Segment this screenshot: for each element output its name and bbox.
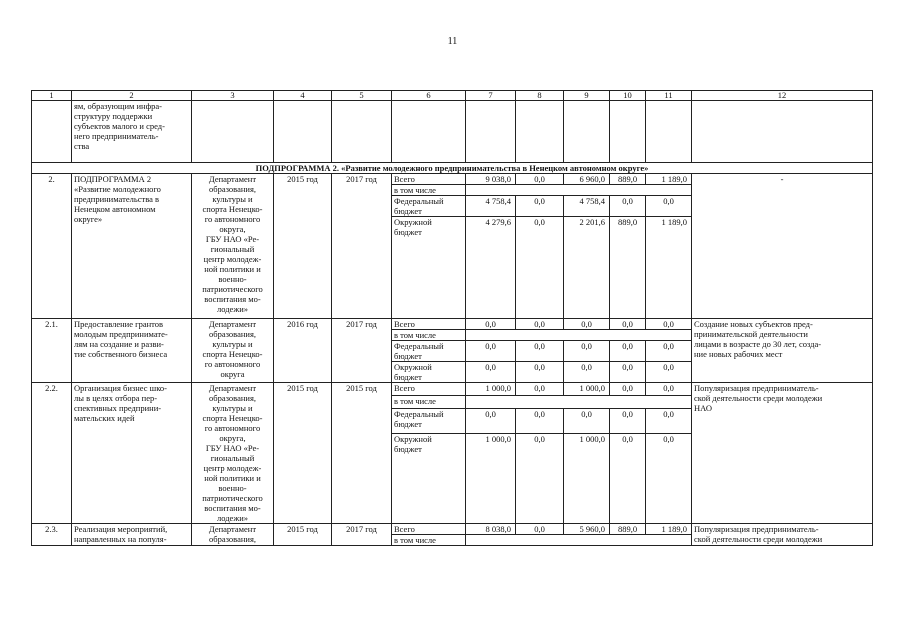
source-label: в том числе: [392, 396, 466, 409]
value-cell: 0,0: [516, 524, 564, 535]
measure-name: ПОДПРОГРАММА 2 «Развитие молодежного предпринимательства в Ненецком автономном округе»: [72, 174, 192, 319]
col-header: 7: [466, 91, 516, 101]
value-cell: 0,0: [564, 362, 610, 383]
source-label: в том числе: [392, 535, 466, 546]
value-cell: 9 038,0: [466, 174, 516, 185]
start-year: 2015 год: [274, 383, 332, 524]
value-cell: 2 201,6: [564, 217, 610, 319]
measure-name: Организация бизнес шко- лы в целях отбора пер- спективных предприни- мательских идей: [72, 383, 192, 524]
executor: Департамент образования, культуры и спорта Ненецко- го автономного округа, ГБУ НАО «Ре- гиональный центр молодеж- ной политики и военно- патриотического воспитания мо- лодежи»: [192, 174, 274, 319]
value-cell: 0,0: [516, 383, 564, 396]
value-cell: 0,0: [516, 409, 564, 434]
start-year: 2015 год: [274, 174, 332, 319]
program-table: [31, 90, 873, 546]
end-year: 2017 год: [332, 524, 392, 546]
subprogram-title: ПОДПРОГРАММА 2. «Развитие молодежного предпринимательства в Ненецком автономном округе»: [32, 163, 873, 174]
value-cell: 8 038,0: [466, 524, 516, 535]
col-header: 8: [516, 91, 564, 101]
value-cell: 0,0: [516, 196, 564, 217]
value-cell: 0,0: [564, 319, 610, 330]
value-cell: 1 000,0: [564, 434, 610, 524]
end-year: 2017 год: [332, 174, 392, 319]
row-number: 2.1.: [32, 319, 72, 383]
col-header: 2: [72, 91, 192, 101]
source-label: Всего: [392, 383, 466, 396]
value-cell: 6 960,0: [564, 174, 610, 185]
table-row: [32, 524, 873, 535]
value-cell: 0,0: [516, 362, 564, 383]
value-cell: 0,0: [466, 409, 516, 434]
col-header: 9: [564, 91, 610, 101]
col-header: 11: [646, 91, 692, 101]
executor: Департамент образования,: [192, 524, 274, 546]
value-cell: 1 189,0: [646, 217, 692, 319]
table-row: [32, 383, 873, 396]
value-cell: 4 758,4: [564, 196, 610, 217]
source-label: Окружной бюджет: [392, 217, 466, 319]
executor: Департамент образования, культуры и спорта Ненецко- го автономного округа: [192, 319, 274, 383]
value-cell: 0,0: [516, 341, 564, 362]
value-cell: 889,0: [610, 217, 646, 319]
value-cell: 0,0: [646, 383, 692, 396]
value-cell: 0,0: [564, 341, 610, 362]
expected-result: Создание новых субъектов пред- принимательской деятельности лицами в возрасте до 30 лет, созда- ние новых рабочих мест: [692, 319, 873, 383]
value-cell: 0,0: [610, 362, 646, 383]
start-year: 2015 год: [274, 524, 332, 546]
value-cell: 0,0: [646, 362, 692, 383]
continued-row: [32, 101, 873, 163]
value-cell: 0,0: [646, 434, 692, 524]
value-cell: 5 960,0: [564, 524, 610, 535]
column-number-row: [32, 91, 873, 101]
row-number: 2.2.: [32, 383, 72, 524]
value-cell: 0,0: [516, 217, 564, 319]
value-cell: 0,0: [646, 319, 692, 330]
value-cell: 889,0: [610, 524, 646, 535]
value-cell: 0,0: [564, 409, 610, 434]
value-cell: 1 189,0: [646, 174, 692, 185]
value-cell: 0,0: [646, 409, 692, 434]
col-header: 5: [332, 91, 392, 101]
value-cell: 1 000,0: [564, 383, 610, 396]
value-cell: 0,0: [516, 319, 564, 330]
value-cell: 0,0: [646, 341, 692, 362]
value-cell: 4 279,6: [466, 217, 516, 319]
source-label: Окружной бюджет: [392, 434, 466, 524]
value-cell: 4 758,4: [466, 196, 516, 217]
value-cell: 1 189,0: [646, 524, 692, 535]
source-label: в том числе: [392, 185, 466, 196]
value-cell: 0,0: [610, 409, 646, 434]
end-year: 2015 год: [332, 383, 392, 524]
value-cell: 889,0: [610, 174, 646, 185]
expected-result: Популяризация предприниматель- ской деятельности среди молодежи: [692, 524, 873, 546]
table-row: [32, 319, 873, 330]
col-header: 6: [392, 91, 466, 101]
row-number: 2.3.: [32, 524, 72, 546]
expected-result: Популяризация предприниматель- ской деятельности среди молодежи НАО: [692, 383, 873, 524]
subprogram-header-row: [32, 163, 873, 174]
value-cell: 0,0: [610, 319, 646, 330]
source-label: Федеральный бюджет: [392, 341, 466, 362]
source-label: Всего: [392, 524, 466, 535]
value-cell: 0,0: [466, 341, 516, 362]
col-header: 12: [692, 91, 873, 101]
col-header: 3: [192, 91, 274, 101]
value-cell: 0,0: [610, 434, 646, 524]
page-number: 11: [447, 36, 458, 47]
col-header: 4: [274, 91, 332, 101]
col-header: 1: [32, 91, 72, 101]
start-year: 2016 год: [274, 319, 332, 383]
value-cell: 0,0: [516, 174, 564, 185]
executor: Департамент образования, культуры и спорта Ненецко- го автономного округа, ГБУ НАО «Ре- гиональный центр молодеж- ной политики и военно- патриотического воспитания мо- лодежи»: [192, 383, 274, 524]
expected-result: -: [692, 174, 873, 319]
row-number: 2.: [32, 174, 72, 319]
source-label: Окружной бюджет: [392, 362, 466, 383]
source-label: Всего: [392, 319, 466, 330]
measure-name: Реализация мероприятий, направленных на популя-: [72, 524, 192, 546]
col-header: 10: [610, 91, 646, 101]
value-cell: 0,0: [516, 434, 564, 524]
value-cell: 0,0: [610, 341, 646, 362]
source-label: Федеральный бюджет: [392, 409, 466, 434]
value-cell: 1 000,0: [466, 434, 516, 524]
measure-name: ям, образующим инфра- структуру поддержки субъектов малого и сред- него предприниматель- ства: [72, 101, 192, 163]
value-cell: 1 000,0: [466, 383, 516, 396]
value-cell: 0,0: [466, 319, 516, 330]
source-label: Федеральный бюджет: [392, 196, 466, 217]
value-cell: 0,0: [646, 196, 692, 217]
table-row: [32, 174, 873, 185]
value-cell: 0,0: [610, 196, 646, 217]
value-cell: 0,0: [610, 383, 646, 396]
value-cell: 0,0: [466, 362, 516, 383]
source-label: Всего: [392, 174, 466, 185]
source-label: в том числе: [392, 330, 466, 341]
end-year: 2017 год: [332, 319, 392, 383]
measure-name: Предоставление грантов молодым предпринимате- лям на создание и разви- тие собственного бизнеса: [72, 319, 192, 383]
